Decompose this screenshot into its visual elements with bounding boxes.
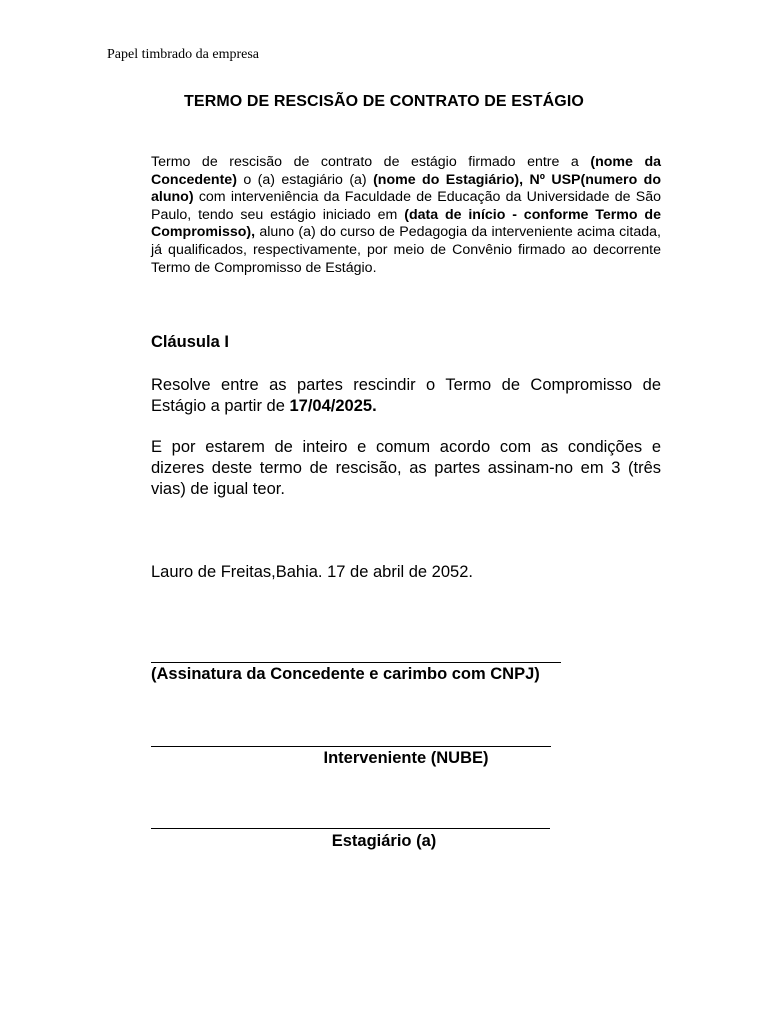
termination-date: 17/04/2025. xyxy=(289,397,377,415)
signature-line-interveniente xyxy=(151,746,551,747)
signature-line-estagiario xyxy=(151,828,550,829)
signature-line-concedente xyxy=(151,662,561,663)
document-title: TERMO DE RESCISÃO DE CONTRATO DE ESTÁGIO xyxy=(184,93,584,110)
clause-paragraph-2: E por estarem de inteiro e comum acordo com as condições e dizeres deste termo de rescisão, as partes assinam-no em 3 (três vias) de igual teor. xyxy=(151,438,661,498)
letterhead-note: Papel timbrado da empresa xyxy=(107,47,260,62)
signature-label-estagiario: Estagiário (a) xyxy=(331,832,437,850)
clause-heading: Cláusula I xyxy=(151,333,229,351)
student-name-placeholder: (nome do Estagiário), Nº USP(numero do aluno) xyxy=(151,171,661,206)
start-date-placeholder: (data de início - conforme Termo de Compromisso), xyxy=(151,206,661,241)
signature-label-interveniente: Interveniente (NUBE) xyxy=(323,749,489,767)
intro-text-4: aluno (a) do curso de Pedagogia da interveniente acima citada, já qualificados, respectivamente, por meio de Convênio firmado ao decorrente Termo de Compromisso de Estágio. xyxy=(151,224,661,276)
place-and-date: Lauro de Freitas,Bahia. 17 de abril de 2052. xyxy=(151,563,473,581)
intro-paragraph xyxy=(151,154,661,277)
intro-text-1: Termo de rescisão de contrato de estágio firmado entre a xyxy=(151,154,591,170)
concedente-name-placeholder: (nome da Concedente) xyxy=(151,154,661,188)
signature-label-concedente: (Assinatura da Concedente e carimbo com CNPJ) xyxy=(151,665,540,683)
clause-paragraph-1 xyxy=(151,375,661,417)
intro-text-2: o (a) estagiário (a) xyxy=(236,171,374,188)
intro-text-3: com interveniência da Faculdade de Educação da Universidade de São Paulo, tendo seu estágio iniciado em xyxy=(151,189,661,223)
clause-text: Resolve entre as partes rescindir o Termo de Compromisso de Estágio a partir de xyxy=(151,376,661,415)
